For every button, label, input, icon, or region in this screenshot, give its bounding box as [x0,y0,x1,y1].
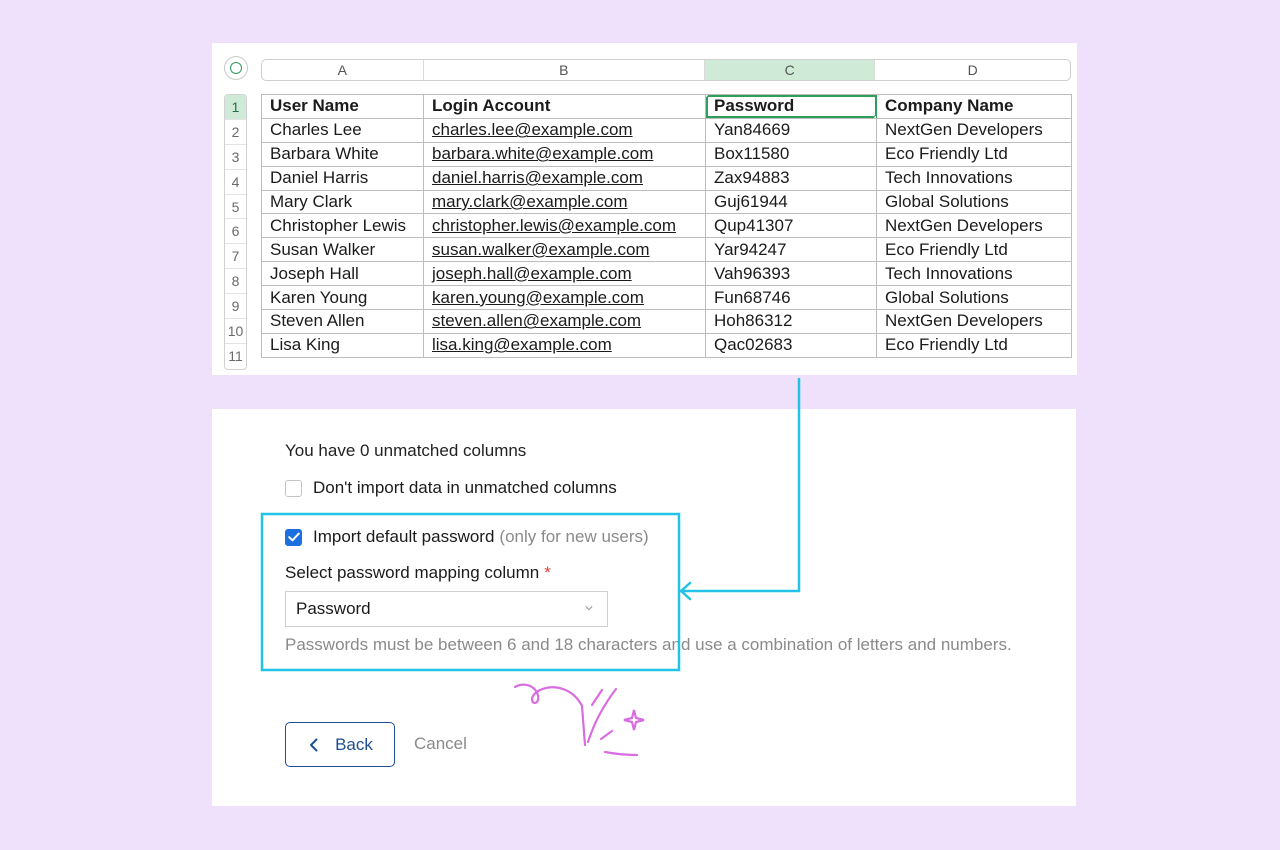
dont-import-label: Don't import data in unmatched columns [313,478,617,497]
company-cell[interactable]: Eco Friendly Ltd [877,238,1072,262]
table-row [262,118,1072,142]
table-row [262,190,1072,214]
dont-import-checkbox[interactable] [285,480,302,497]
password-rules-hint: Passwords must be between 6 and 18 characters and use a combination of letters and numbers. [285,635,1012,654]
mapping-field-label [285,563,551,583]
password-cell[interactable]: Fun68746 [706,286,877,310]
password-cell[interactable]: Vah96393 [706,262,877,286]
import-password-note: (only for new users) [499,527,649,546]
company-cell[interactable]: Global Solutions [877,190,1072,214]
password-cell[interactable]: Qup41307 [706,214,877,238]
header-cell[interactable]: Login Account [424,95,706,119]
row-header[interactable]: 10 [225,319,246,344]
company-cell[interactable]: NextGen Developers [877,310,1072,334]
company-cell[interactable]: Eco Friendly Ltd [877,333,1072,357]
table-header-row [262,95,1072,119]
user-name-cell[interactable]: Barbara White [262,142,424,166]
data-table [261,94,1072,358]
password-cell[interactable]: Box11580 [706,142,877,166]
table-row [262,286,1072,310]
table-row [262,262,1072,286]
dont-import-option[interactable] [285,478,617,498]
header-cell-label: Password [714,96,795,116]
table-row [262,310,1072,334]
unmatched-columns-text: You have 0 unmatched columns [285,441,527,460]
import-password-checkbox[interactable] [285,529,302,546]
password-cell[interactable]: Yar94247 [706,238,877,262]
login-account-cell[interactable]: charles.lee@example.com [424,118,706,142]
row-header[interactable]: 6 [225,219,246,244]
row-header[interactable]: 7 [225,244,246,269]
password-cell[interactable]: Yan84669 [706,118,877,142]
chevron-down-icon [585,604,593,612]
header-cell[interactable]: User Name [262,95,424,119]
row-header-bar [224,94,247,370]
user-name-cell[interactable]: Steven Allen [262,310,424,334]
login-account-cell[interactable]: susan.walker@example.com [424,238,706,262]
user-name-cell[interactable]: Lisa King [262,333,424,357]
company-cell[interactable]: NextGen Developers [877,118,1072,142]
mapping-label: Select password mapping column [285,563,540,582]
password-column-select[interactable] [285,591,608,627]
table-row [262,333,1072,357]
back-button-label: Back [335,734,373,754]
row-header[interactable]: 11 [228,348,243,365]
user-name-cell[interactable]: Susan Walker [262,238,424,262]
table-row [262,142,1072,166]
import-password-option[interactable] [285,527,649,547]
password-column-value: Password [296,599,371,618]
password-cell[interactable]: Guj61944 [706,190,877,214]
login-account-cell[interactable]: barbara.white@example.com [424,142,706,166]
company-cell[interactable]: Tech Innovations [877,166,1072,190]
login-account-cell[interactable]: lisa.king@example.com [424,333,706,357]
password-cell[interactable]: Qac02683 [706,333,877,357]
password-cell[interactable]: Zax94883 [706,166,877,190]
password-cell[interactable]: Hoh86312 [706,310,877,334]
user-name-cell[interactable]: Karen Young [262,286,424,310]
import-settings-panel [212,409,1076,806]
user-name-cell[interactable]: Charles Lee [262,118,424,142]
column-header-a[interactable]: A [262,60,424,80]
table-row [262,238,1072,262]
login-account-cell[interactable]: mary.clark@example.com [424,190,706,214]
chevron-left-icon [307,738,321,752]
row-header[interactable]: 3 [225,145,246,170]
required-mark: * [544,563,551,582]
select-all-button[interactable] [224,56,248,80]
row-header[interactable]: 4 [225,170,246,195]
header-cell[interactable]: Company Name [877,95,1072,119]
row-header[interactable]: 1 [225,95,246,120]
company-cell[interactable]: NextGen Developers [877,214,1072,238]
row-header[interactable]: 2 [225,120,246,145]
back-button[interactable] [285,722,395,767]
row-header[interactable]: 9 [225,294,246,319]
user-name-cell[interactable]: Christopher Lewis [262,214,424,238]
company-cell[interactable]: Eco Friendly Ltd [877,142,1072,166]
checkmark-icon [288,532,300,542]
table-row [262,166,1072,190]
login-account-cell[interactable]: daniel.harris@example.com [424,166,706,190]
column-header-d[interactable]: D [967,62,978,78]
company-cell[interactable]: Tech Innovations [877,262,1072,286]
user-name-cell[interactable]: Joseph Hall [262,262,424,286]
column-header-c[interactable]: C [705,60,876,80]
login-account-cell[interactable]: steven.allen@example.com [424,310,706,334]
selection-handle[interactable] [873,115,877,119]
company-cell[interactable]: Global Solutions [877,286,1072,310]
row-header[interactable]: 5 [225,195,246,220]
login-account-cell[interactable]: joseph.hall@example.com [424,262,706,286]
circle-icon [230,62,242,74]
login-account-cell[interactable]: christopher.lewis@example.com [424,214,706,238]
cancel-button[interactable]: Cancel [414,734,467,753]
table-row [262,214,1072,238]
selected-header-cell[interactable] [706,95,877,119]
user-name-cell[interactable]: Mary Clark [262,190,424,214]
selection-handle[interactable] [706,95,710,99]
column-header-bar [261,59,1071,81]
import-password-label: Import default password [313,527,495,546]
login-account-cell[interactable]: karen.young@example.com [424,286,706,310]
spreadsheet-preview [212,43,1077,375]
row-header[interactable]: 8 [225,269,246,294]
user-name-cell[interactable]: Daniel Harris [262,166,424,190]
column-header-b[interactable]: B [424,60,705,80]
